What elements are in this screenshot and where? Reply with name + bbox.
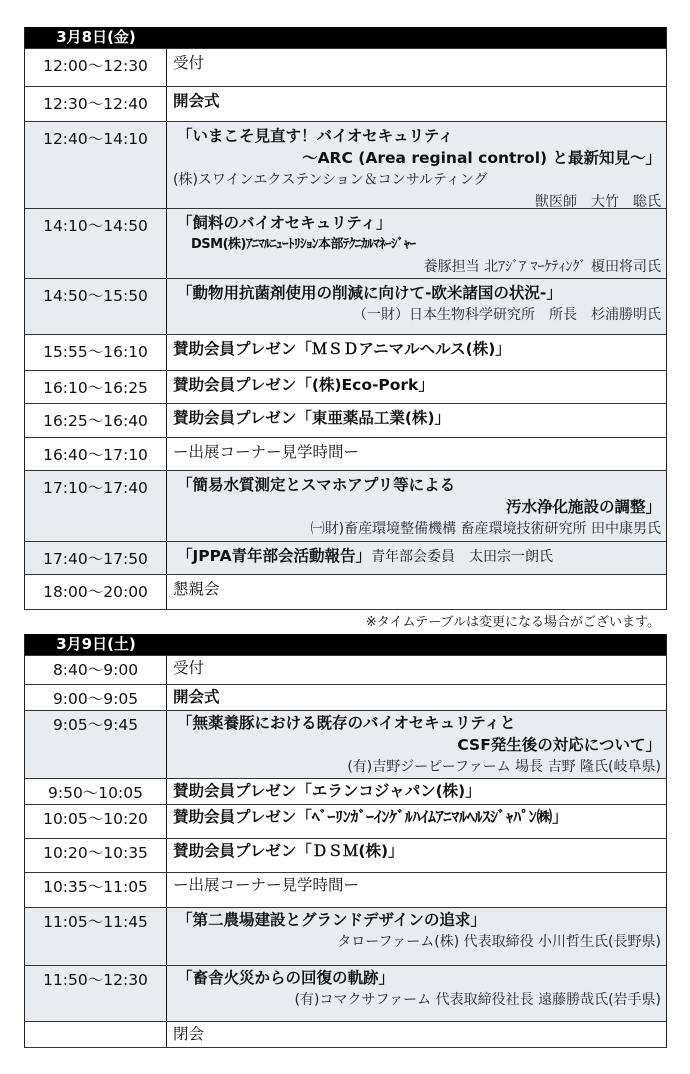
line-text: タローファーム(株) 代表取締役 小川哲生氏(長野県): [337, 934, 661, 950]
program-cell: [167, 873, 666, 907]
line-text: 懇親会: [173, 580, 220, 598]
time-cell: 9:05～9:45: [25, 711, 167, 778]
time-cell: 16:40～17:10: [25, 438, 167, 470]
schedule-row: [25, 684, 666, 710]
time-cell: 9:00～9:05: [25, 685, 167, 710]
line-text: CSF発生後の対応について」: [457, 736, 661, 754]
time-cell: 14:50～15:50: [25, 279, 167, 334]
time-cell: 16:10～16:25: [25, 371, 167, 403]
line-text: 賛助会員プレゼン「エランコジャパン(株)」: [173, 782, 481, 800]
line-text: 受付: [173, 659, 205, 677]
schedule-row: [25, 278, 666, 334]
line-text: 賛助会員プレゼン「東亜薬品工業(株)」: [173, 409, 451, 427]
schedule-row: [25, 121, 666, 208]
title-line: [173, 282, 661, 304]
line-text: ー出展コーナー見学時間ー: [173, 443, 360, 461]
title-line: [173, 806, 661, 828]
title-line: [173, 780, 661, 802]
time-cell: 12:30～12:40: [25, 87, 167, 121]
time-cell: 10:05～10:20: [25, 805, 167, 838]
speaker-line: [173, 169, 661, 191]
title-line: [173, 712, 661, 734]
schedule-row: [25, 86, 666, 121]
time-cell: 9:50～10:05: [25, 779, 167, 804]
program-cell: [167, 805, 666, 838]
program-cell: [167, 685, 666, 710]
title-line: [173, 52, 661, 74]
time-cell: 8:40～9:00: [25, 656, 167, 684]
time-cell: 17:10～17:40: [25, 471, 167, 541]
title-line: [173, 545, 661, 568]
program-cell: [167, 908, 666, 965]
title-line: [173, 578, 661, 600]
line-text: 「動物用抗菌剤使用の削減に向けて‐欧米諸国の状況‐」: [177, 284, 562, 302]
title-line: [173, 147, 661, 169]
program-cell: [167, 438, 666, 470]
schedule-row: [25, 208, 666, 278]
title-line: [173, 657, 661, 679]
program-cell: [167, 542, 666, 574]
title-line: [173, 734, 661, 756]
title-line: [173, 909, 661, 931]
schedule-row: [25, 541, 666, 574]
speaker-inline: 青年部会委員 太田宗一朗氏: [371, 549, 554, 565]
program-cell: [167, 209, 666, 278]
title-line: [173, 407, 661, 429]
line-text: 開会式: [173, 688, 220, 706]
program-cell: [167, 404, 666, 437]
schedule-row: [25, 1021, 666, 1048]
program-cell: [167, 335, 666, 370]
title-line: [173, 234, 661, 256]
day-header: [25, 634, 666, 655]
schedule-row: [25, 334, 666, 370]
program-cell: [167, 966, 666, 1021]
schedule-row: [25, 470, 666, 541]
title-line: [173, 474, 661, 496]
title-line: [173, 874, 661, 896]
line-text: 開会式: [173, 92, 220, 110]
line-text: 獣医師 大竹 聡氏: [535, 194, 661, 210]
line-text: 養豚担当 北ｱｼﾞｱ ﾏｰｹﾃｨﾝｸﾞ 榎田将司氏: [423, 259, 661, 275]
day-header-label: 3月9日(土): [56, 635, 136, 653]
time-cell: 11:50～12:30: [25, 966, 167, 1021]
title-line: [173, 212, 661, 234]
line-text: 「簡易水質測定とスマホアプリ等による: [177, 476, 456, 494]
time-cell: 18:00～20:00: [25, 575, 167, 609]
program-cell: [167, 656, 666, 684]
line-text: 賛助会員プレゼン「ﾍﾞｰﾘﾝｶﾞｰｲﾝｹﾞﾙﾊｲﾑｱﾆﾏﾙﾍﾙｽｼﾞｬﾊﾟﾝ㈱」: [173, 808, 568, 826]
program-cell: [167, 575, 666, 609]
title-line: [173, 338, 661, 360]
title-line: [173, 374, 661, 396]
schedule-row: [25, 804, 666, 838]
speaker-line: [173, 256, 661, 278]
program-cell: [167, 371, 666, 403]
schedule-row: [25, 872, 666, 907]
line-text: 閉会: [173, 1025, 205, 1043]
schedule-table-day1: [24, 27, 667, 610]
line-text: 「JPPA青年部会活動報告」: [177, 547, 372, 565]
speaker-line: [173, 518, 661, 540]
schedule-row: [25, 437, 666, 470]
schedule-row: [25, 574, 666, 610]
schedule-row: [25, 778, 666, 804]
time-cell: 10:20～10:35: [25, 839, 167, 872]
title-line: [173, 686, 661, 708]
title-line: [173, 125, 661, 147]
line-text: 受付: [173, 54, 205, 72]
title-line: [173, 90, 661, 112]
program-cell: [167, 279, 666, 334]
time-cell: 12:40～14:10: [25, 122, 167, 208]
line-text: ー出展コーナー見学時間ー: [173, 876, 360, 894]
line-text: 賛助会員プレゼン「ＭＳＤアニマルヘルス(株)」: [173, 340, 511, 358]
speaker-line: [173, 989, 661, 1011]
schedule-row: [25, 907, 666, 965]
title-line: [173, 840, 661, 862]
schedule-row: [25, 48, 666, 86]
line-text: (有)コマクサファーム 代表取締役社長 遠藤勝哉氏(岩手県): [294, 992, 661, 1008]
line-text: (有)吉野ジーピーファーム 場長 吉野 隆氏(岐阜県): [347, 759, 661, 775]
schedule-row: [25, 370, 666, 403]
line-text: ～ARC (Area reginal control) と最新知見～」: [302, 149, 661, 167]
program-cell: [167, 87, 666, 121]
schedule-row: [25, 655, 666, 684]
day-header-label: 3月8日(金): [56, 28, 136, 46]
title-line: [173, 441, 661, 463]
title-line: [173, 496, 661, 518]
title-line: [173, 1023, 661, 1045]
program-cell: [167, 1022, 666, 1047]
line-text: 「畜舎火災からの回復の軌跡」: [177, 969, 395, 987]
line-text: DSM(株)ｱﾆﾏﾙﾆｭｰﾄﾘｼｮﾝ本部ﾃｸﾆｶﾙﾏﾈｰｼﾞｬｰ: [191, 237, 416, 252]
program-cell: [167, 839, 666, 872]
schedule-row: [25, 710, 666, 778]
time-cell: 11:05～11:45: [25, 908, 167, 965]
time-cell: 17:40～17:50: [25, 542, 167, 574]
program-cell: [167, 49, 666, 86]
time-cell: [25, 1022, 167, 1047]
schedule-row: [25, 838, 666, 872]
line-text: ㈠財)畜産環境整備機構 畜産環境技術研究所 田中康男氏: [310, 521, 661, 537]
time-cell: 16:25～16:40: [25, 404, 167, 437]
line-text: 「いまこそ見直す！バイオセキュリティ: [177, 127, 454, 145]
line-text: 汚水浄化施設の調整」: [505, 498, 661, 516]
speaker-line: [173, 756, 661, 778]
schedule-table-day2: [24, 634, 667, 1048]
time-cell: 10:35～11:05: [25, 873, 167, 907]
program-cell: [167, 711, 666, 778]
title-line: [173, 967, 661, 989]
line-text: 「第二農場建設とグランドデザインの追求」: [177, 911, 486, 929]
line-text: (株)スワインエクステンション＆コンサルティング: [173, 172, 488, 188]
schedule-row: [25, 403, 666, 437]
speaker-line: [173, 304, 661, 326]
line-text: （一財）日本生物科学研究所 所長 杉浦勝明氏: [353, 307, 661, 323]
line-text: 賛助会員プレゼン「(株)Eco-Pork」: [173, 376, 434, 394]
line-text: 「飼料のバイオセキュリティ」: [177, 214, 392, 232]
time-cell: 15:55～16:10: [25, 335, 167, 370]
program-cell: [167, 471, 666, 541]
program-cell: [167, 122, 666, 208]
line-text: 「無薬養豚における既存のバイオセキュリティと: [177, 714, 516, 732]
schedule-row: [25, 965, 666, 1021]
time-cell: 12:00～12:30: [25, 49, 167, 86]
day-header: [25, 27, 666, 48]
program-cell: [167, 779, 666, 804]
line-text: 賛助会員プレゼン「ＤＳＭ(株)」: [173, 842, 404, 860]
time-cell: 14:10～14:50: [25, 209, 167, 278]
speaker-line: [173, 931, 661, 953]
schedule-note: ※タイムテーブルは変更になる場合がございます。: [365, 615, 660, 630]
